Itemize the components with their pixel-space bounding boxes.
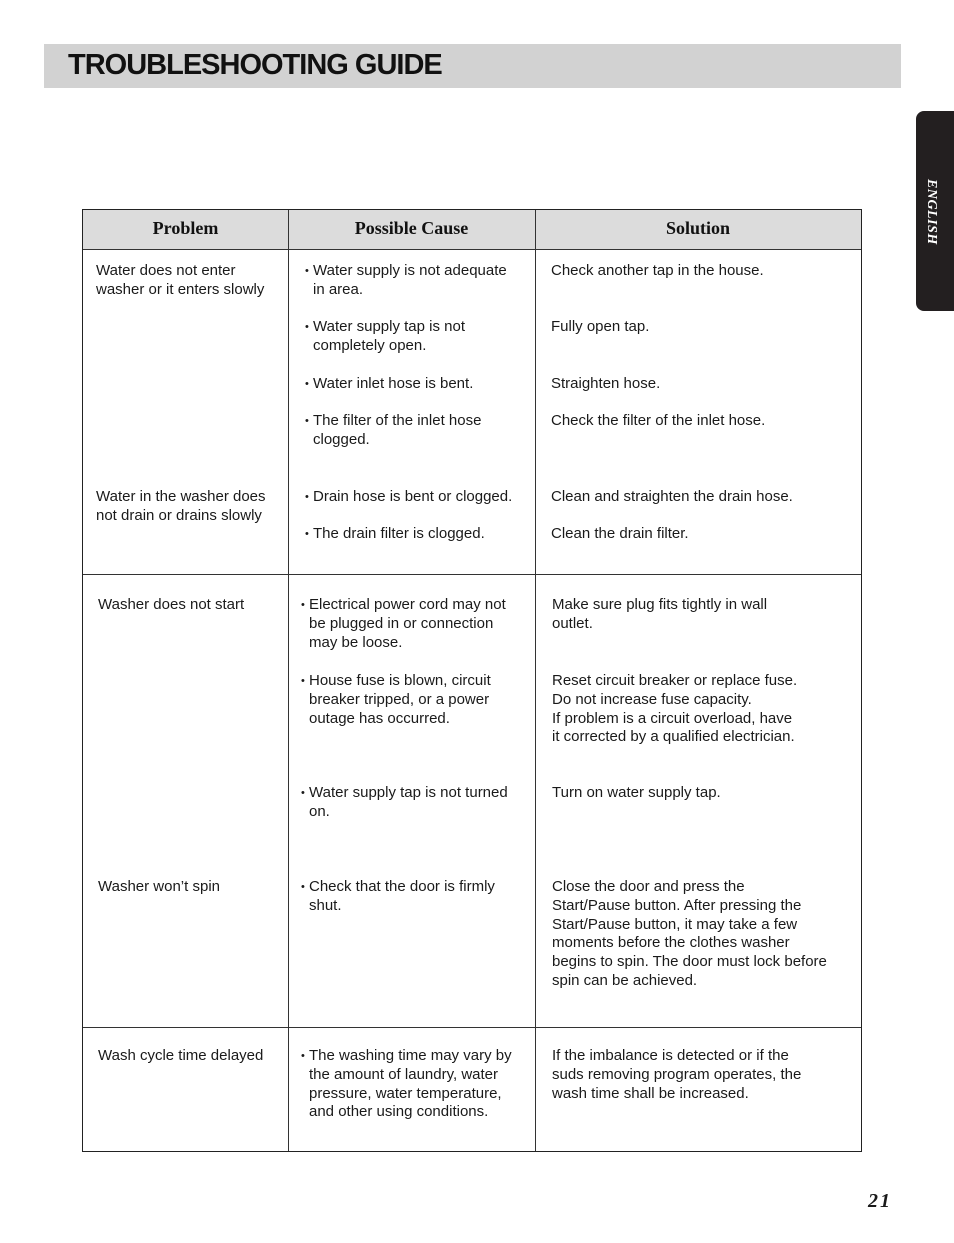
language-tab-label: ENGLISH — [924, 179, 939, 245]
solution-cell: If the imbalance is detected or if the suds removing program operates, the wash time shall be increased. — [552, 1047, 802, 1102]
solution-cell: Close the door and press the Start/Pause button. After pressing the Start/Pause button, it may take a few moments before the clothes washer begins to spin. The door must lock before spin can be achieved. — [552, 878, 827, 989]
cause-cell: • The drain filter is clogged. — [305, 525, 485, 544]
header-solution: Solution — [665, 218, 731, 238]
problem-cell: Water in the washer does not drain or drains slowly — [96, 488, 266, 524]
cause-cell: • Check that the door is firmly shut. — [301, 878, 495, 916]
solution-cell: Make sure plug fits tightly in wall outlet. — [552, 596, 768, 632]
column-divider — [535, 210, 536, 1151]
solution-cell: Check the filter of the inlet hose. — [551, 412, 766, 429]
title-bar — [44, 44, 901, 88]
solution-cell: Check another tap in the house. — [551, 262, 764, 279]
cause-cell: • Drain hose is bent or clogged. — [305, 488, 512, 507]
cause-cell: • Water supply is not adequate in area. — [305, 262, 507, 300]
problem-cell: Water does not enter washer or it enters slowly — [96, 262, 265, 298]
problem-cell: Washer does not start — [98, 596, 245, 613]
row-divider — [83, 1027, 861, 1028]
solution-cell: Turn on water supply tap. — [552, 784, 721, 801]
column-divider — [288, 210, 289, 1151]
cause-cell: • The filter of the inlet hose clogged. — [305, 412, 481, 450]
cause-cell: • Water inlet hose is bent. — [305, 375, 473, 394]
cause-cell: • Water supply tap is not completely open. — [305, 318, 465, 356]
header-possible-cause: Possible Cause — [354, 218, 469, 238]
solution-cell: Reset circuit breaker or replace fuse. Do not increase fuse capacity. If problem is a circuit overload, have it corrected by a qualified electrician. — [552, 672, 798, 746]
solution-cell: Clean the drain filter. — [551, 525, 689, 542]
cause-cell: • The washing time may vary by the amount of laundry, water pressure, water temperature, and other using conditions. — [301, 1047, 512, 1122]
cause-cell: • Water supply tap is not turned on. — [301, 784, 508, 822]
cause-cell: • Electrical power cord may not be plugged in or connection may be loose. — [301, 596, 506, 652]
cause-cell: • House fuse is blown, circuit breaker tripped, or a power outage has occurred. — [301, 672, 491, 728]
solution-cell: Clean and straighten the drain hose. — [551, 488, 793, 505]
page-title: TROUBLESHOOTING GUIDE — [68, 49, 442, 81]
language-tab — [916, 111, 954, 311]
header-divider — [83, 249, 861, 250]
page-number: 21 — [868, 1190, 892, 1212]
solution-cell: Straighten hose. — [551, 375, 661, 392]
problem-cell: Wash cycle time delayed — [98, 1047, 264, 1064]
troubleshooting-table — [82, 209, 862, 1152]
header-problem: Problem — [152, 218, 219, 238]
problem-cell: Washer won’t spin — [98, 878, 220, 895]
solution-cell: Fully open tap. — [551, 318, 650, 335]
row-divider — [83, 574, 861, 575]
